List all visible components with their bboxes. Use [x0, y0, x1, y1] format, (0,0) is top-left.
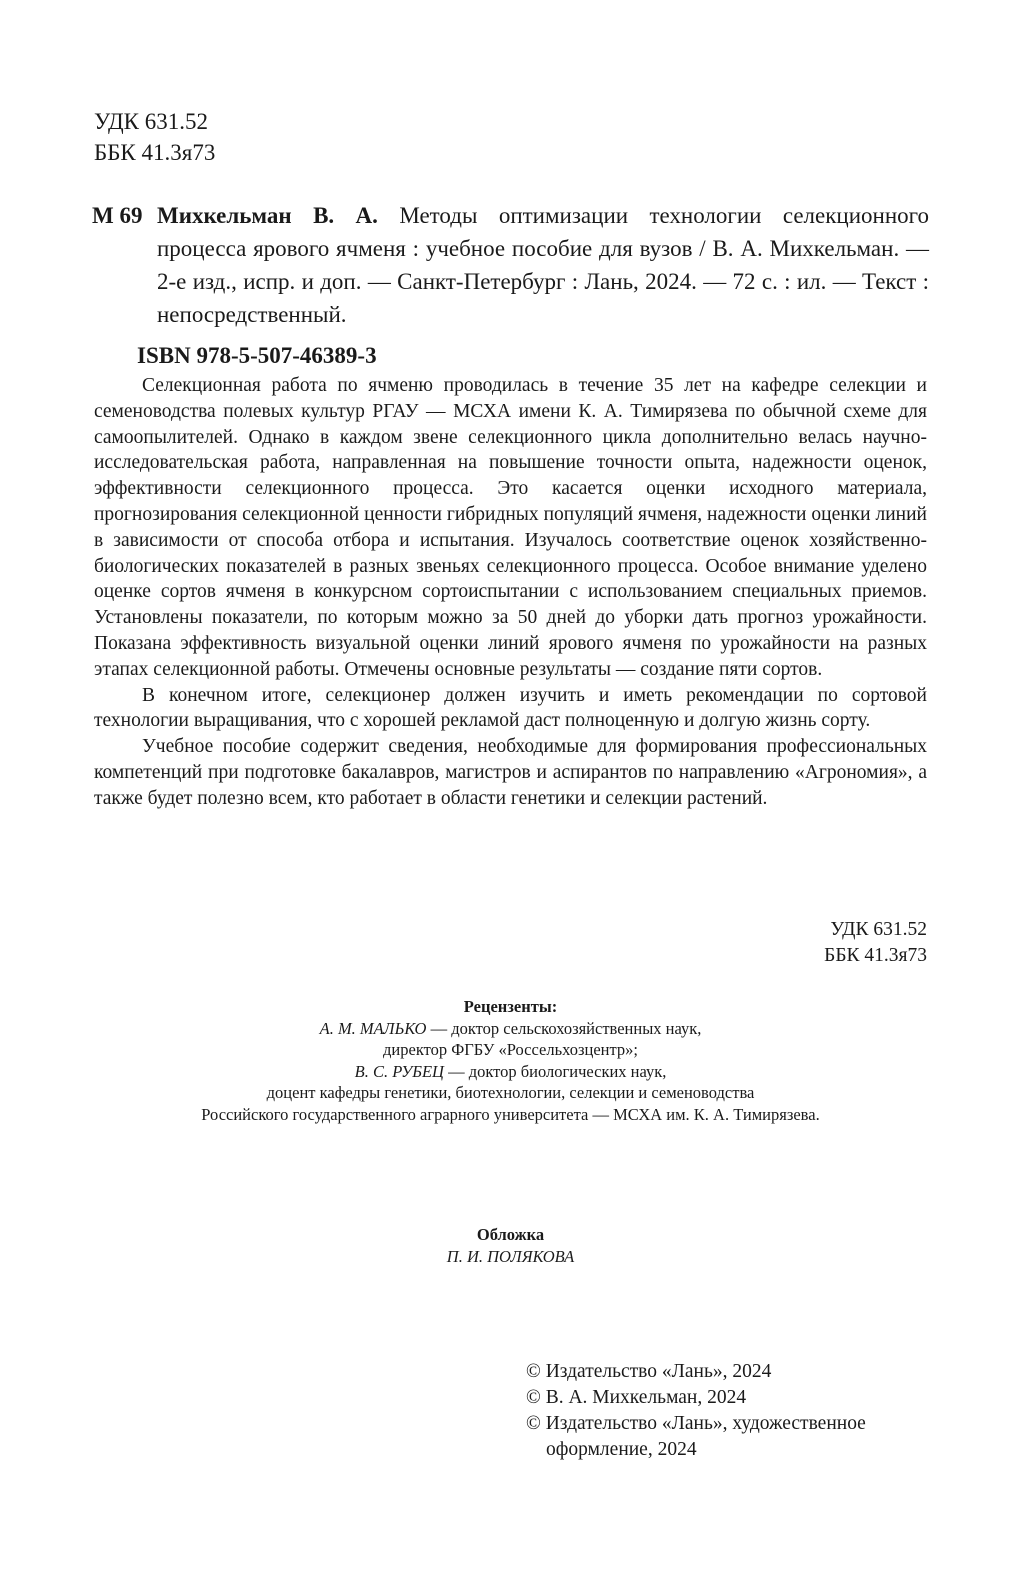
reviewer-2-position: доцент кафедры генетики, биотехнологии, селекции и семеноводства [266, 1083, 755, 1102]
cover-designer: П. И. ПОЛЯКОВА [446, 1247, 575, 1266]
reviewer-1-role: — доктор сельскохозяйственных наук, [426, 1018, 702, 1038]
bibliographic-entry [157, 199, 929, 331]
bbk-code: ББК 41.3я73 [94, 140, 216, 165]
abstract-paragraph-2: В конечном итоге, селекционер должен изучить и иметь рекомендации по сортовой технологии выращивания, что с хорошей рекламой даст полноценную и долгую жизнь сорту. [94, 684, 927, 732]
reviewer-2-role: — доктор биологических наук, [443, 1061, 667, 1081]
abstract [94, 373, 927, 812]
reviewer-1 [94, 1018, 927, 1040]
cover-heading: Обложка [476, 1225, 545, 1244]
copyright-block [526, 1359, 926, 1463]
bbk-code: ББК 41.3я73 [824, 945, 927, 966]
cover-credit [94, 1224, 927, 1268]
udk-code: УДК 631.52 [830, 919, 927, 940]
author-sign: М 69 [92, 203, 143, 228]
udk-bbk-bottom [824, 917, 927, 969]
udk-code: УДК 631.52 [94, 109, 208, 134]
copyright-line: © В. А. Михкельман, 2024 [526, 1387, 747, 1408]
reviewer-2-name: В. С. РУБЕЦ [354, 1061, 444, 1081]
copyright-line: © Издательство «Лань», 2024 [526, 1361, 772, 1382]
reviewer-2 [94, 1061, 927, 1083]
entry-author: Михкельман В. А. [157, 203, 378, 228]
copyright-line: © Издательство «Лань», художественное оформление, 2024 [526, 1413, 866, 1460]
abstract-paragraph-1: Селекционная работа по ячменю проводилась в течение 35 лет на кафедре селекции и семеноводства полевых культур РГАУ — МСХА имени К. А. Тимирязева по обычной схеме для самоопылителей. Однако в каждом звене селекционного цикла дополнительно велась научно-исследовательская работа, направленная на повышение точности опыта, надежности оценок, эффективности селекционного процесса. Это касается оценки исходного материала, прогнозирования селекционной ценности гибридных популяций ячменя, надежности оценки линий в зависимости от способа отбора и испытания. Изучалось соответствие оценок хозяйственно-биологических показателей в разных звеньях селекционного процесса. Особое внимание уделено оценке сортов ячменя в конкурсном сортоиспытании с использованием специальных приемов. Установлены показатели, по которым можно за 50 дней до уборки дать прогноз урожайности. Показана эффективность визуальной оценки линий ярового ячменя по урожайности на разных этапах селекционной работы. Отмечены основные результаты — создание пяти сортов. [94, 375, 927, 680]
reviewers-block [94, 996, 927, 1125]
udk-bbk-top [94, 106, 215, 168]
reviewer-2-institution: Российского государственного аграрного университета — МСХА им. К. А. Тимирязева. [201, 1104, 820, 1124]
reviewers-heading: Рецензенты: [463, 997, 558, 1016]
entry-description: Методы оптимизации технологии селекционного процесса ярового ячменя : учебное пособие для вузов / В. А. Михкельман. — 2-е изд., испр. и доп. — Санкт-Петербург : Лань, 2024. — 72 с. : ил. — Текст : непосредственный. [157, 203, 929, 327]
reviewer-1-position: директор ФГБУ «Россельхозцентр»; [383, 1040, 638, 1059]
isbn: ISBN 978-5-507-46389-3 [137, 343, 377, 368]
abstract-paragraph-3: Учебное пособие содержит сведения, необходимые для формирования профессиональных компетенций при подготовке бакалавров, магистров и аспирантов по направлению «Агрономия», а также будет полезно всем, кто работает в области генетики и селекции растений. [94, 736, 927, 809]
reviewer-1-name: А. М. МАЛЬКО [319, 1018, 427, 1038]
